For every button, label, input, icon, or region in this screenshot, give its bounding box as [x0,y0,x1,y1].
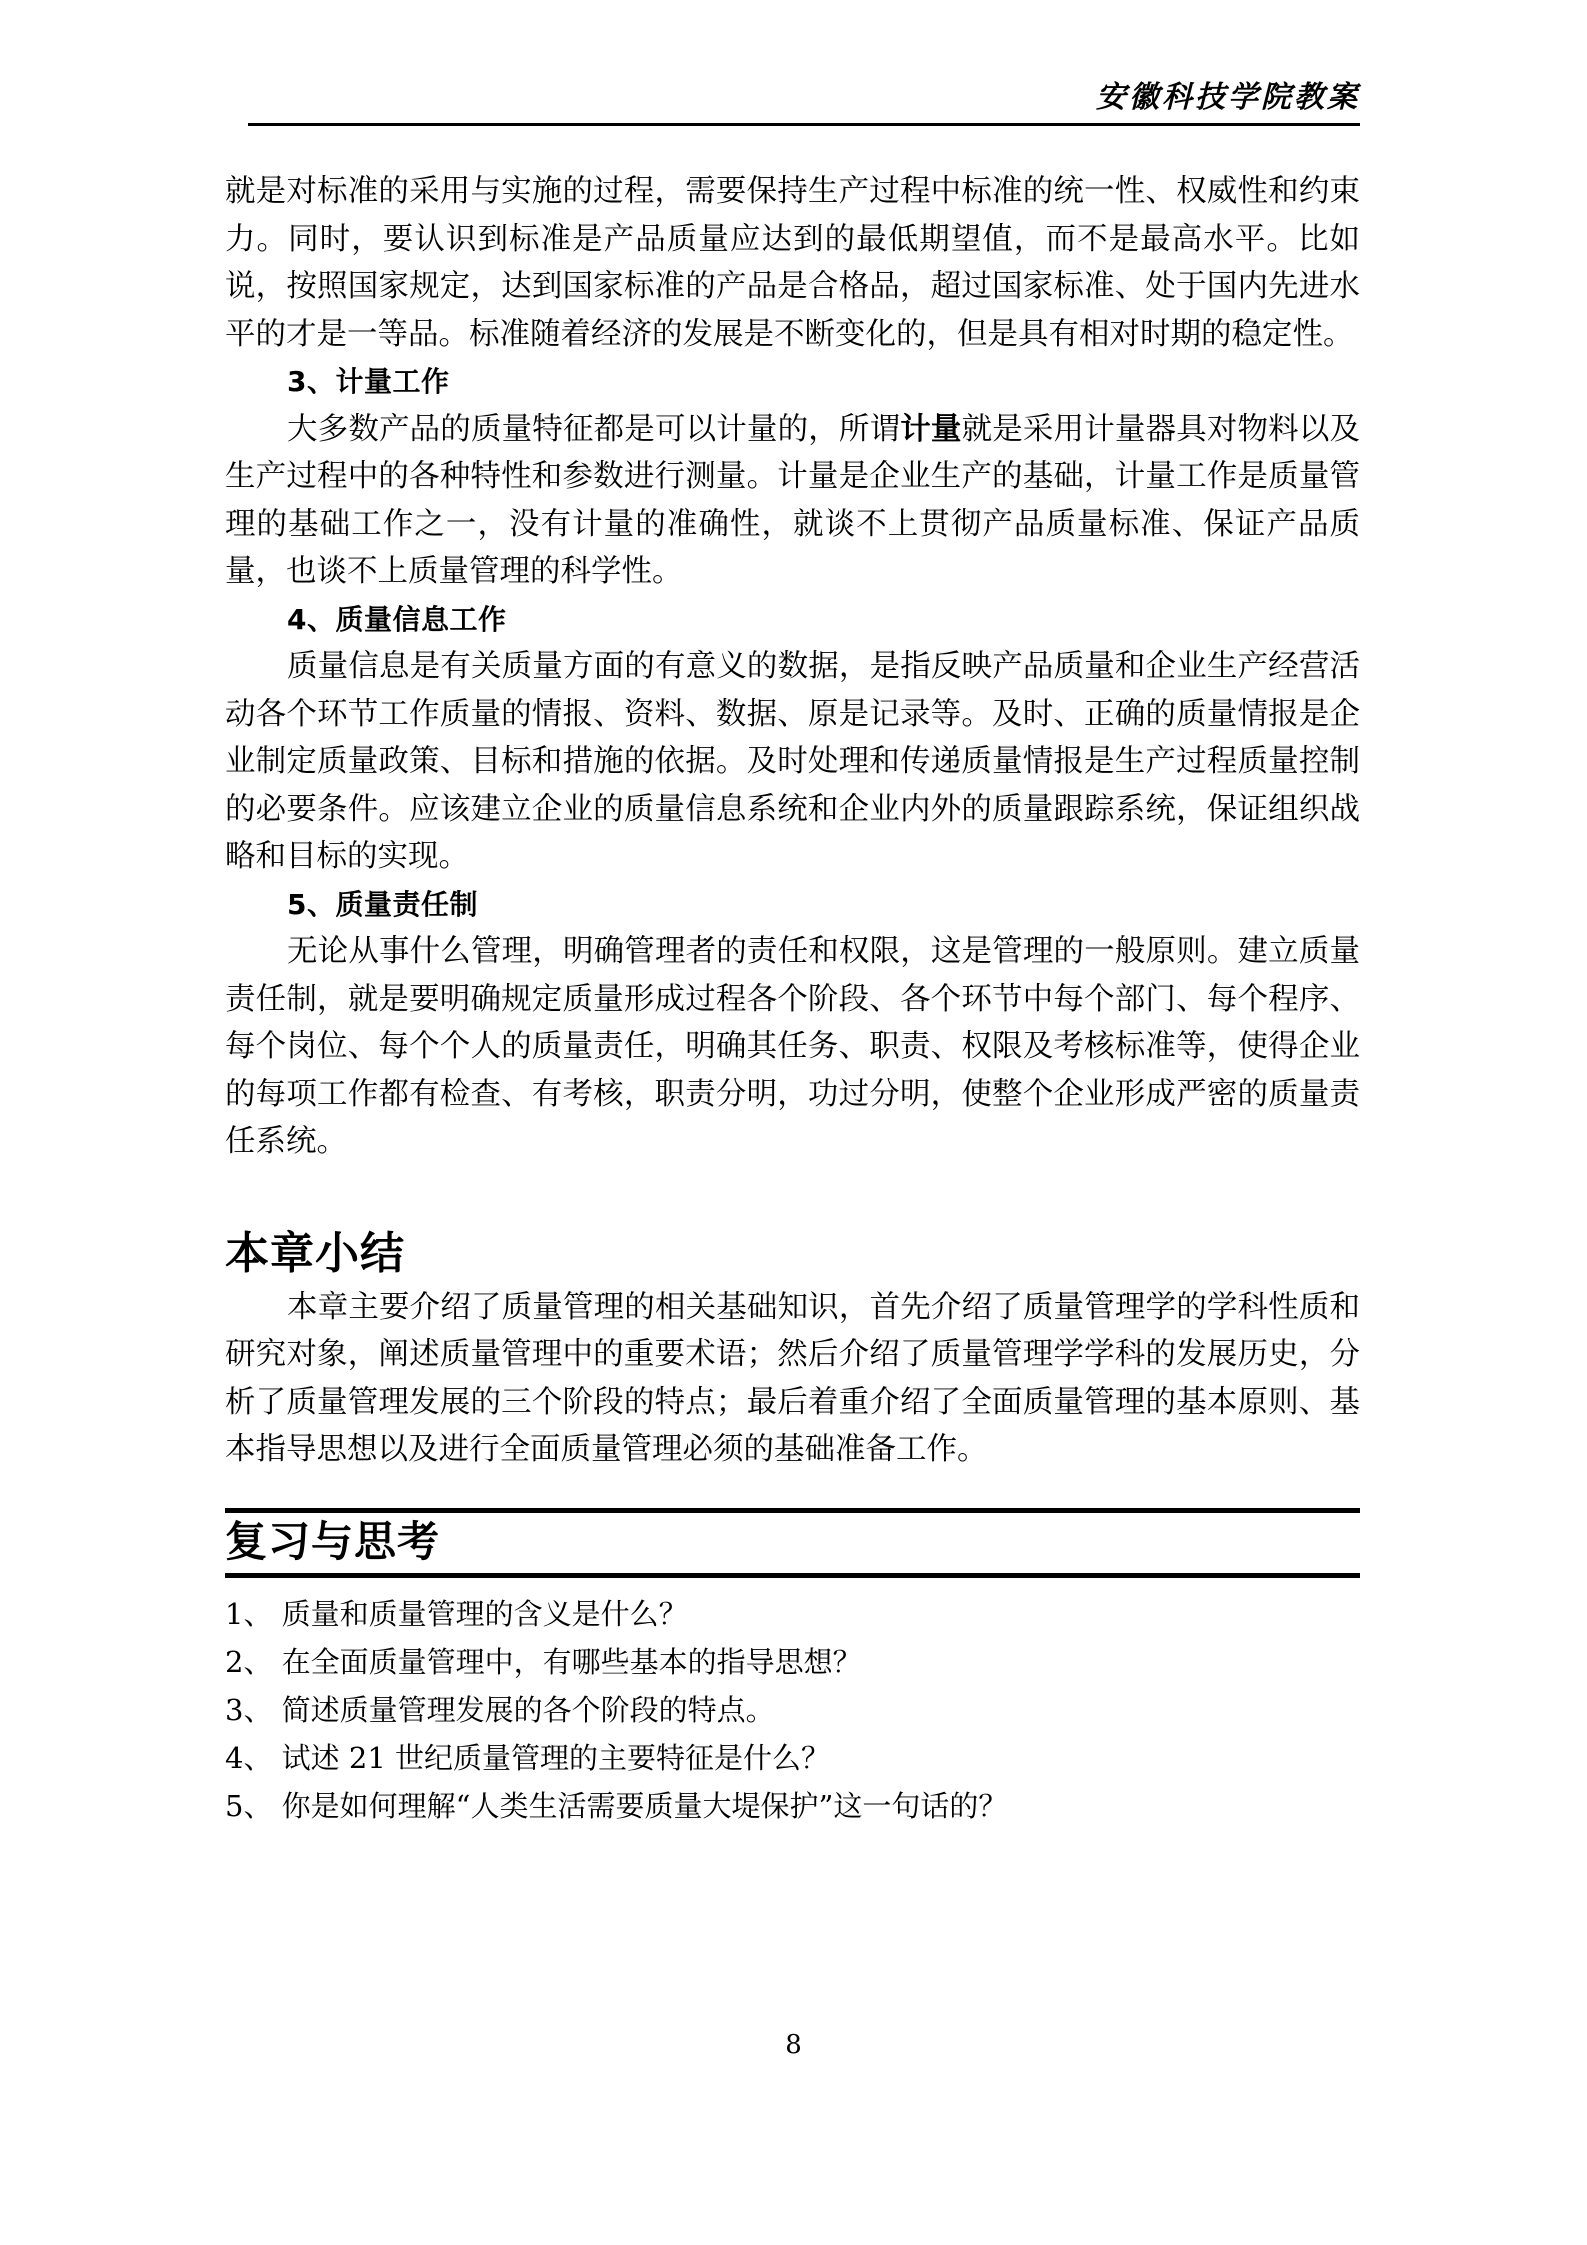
heading-section-5: 5、质量责任制 [287,887,478,921]
paragraph-section-4: 质量信息是有关质量方面的有意义的数据，是指反映产品质量和企业生产经营活动各个环节工作质量的情报、资料、数据、原是记录等。及时、正确的质量情报是企业制定质量政策、目标和措施的依据。及时处理和传递质量情报是生产过程质量控制的必要条件。应该建立企业的质量信息系统和企业内外的质量跟踪系统，保证组织战略和目标的实现。 [225,649,1360,874]
header-title: 安徽科技学院教案 [1096,80,1360,115]
heading-section-4: 4、质量信息工作 [287,602,507,636]
spacer-before-review [225,1474,1360,1508]
paragraph-section-3-emphasis: 计量 [900,410,962,447]
list-item: 1、 质量和质量管理的含义是什么？ [225,1596,688,1631]
spacer-before-chapter-summary [225,1166,1360,1224]
page-footer [0,2030,1587,2060]
page-number: 8 [785,2030,802,2060]
paragraph-section-5: 无论从事什么管理，明确管理者的责任和权限，这是管理的一般原则。建立质量责任制，就是要明确规定质量形成过程各个阶段、各个环节中每个部门、每个程序、每个岗位、每个个人的质量责任，明确其任务、职责、权限及考核标准等，使得企业的每项工作都有检查、有考核，职责分明，功过分明，使整个企业形成严密的质量责任系统。 [225,934,1360,1159]
list-item: 3、 简述质量管理发展的各个阶段的特点。 [225,1692,775,1727]
heading-section-3: 3、计量工作 [287,365,450,398]
list-item: 4、 试述 21 世纪质量管理的主要特征是什么？ [225,1740,831,1775]
heading-chapter-summary: 本章小结 [225,1227,405,1279]
paragraph-section-3 [225,406,1360,596]
paragraph-chapter-summary: 本章主要介绍了质量管理的相关基础知识，首先介绍了质量管理学的学科性质和研究对象，阐述质量管理中的重要术语；然后介绍了质量管理学学科的发展历史，分析了质量管理发展的三个阶段的特点；最后着重介绍了全面质量管理的基本原则、基本指导思想以及进行全面质量管理必须的基础准备工作。 [225,1289,1360,1467]
heading-review-and-think: 复习与思考 [225,1508,1360,1578]
spacer-before-questions [225,1578,1360,1590]
list-item: 5、 你是如何理解“人类生活需要质量大堤保护”这一句话的？ [225,1788,1008,1823]
page-content [225,168,1360,1830]
review-question-list [225,1590,1360,1830]
paragraph-section-3-part2: 就是采用计量器具对物料以及生产过程中的各种特性和参数进行测量。计量是企业生产的基础，计量工作是质量管理的基础工作之一，没有计量的准确性，就谈不上贯彻产品质量标准、保证产品质量，也谈不上质量管理的科学性。 [225,411,1361,589]
paragraph-section-3-part1: 大多数产品的质量特征都是可以计量的，所谓 [287,411,901,447]
paragraph-continued: 就是对标准的采用与实施的过程，需要保持生产过程中标准的统一性、权威性和约束力。同时，要认识到标准是产品质量应达到的最低期望值，而不是最高水平。比如说，按照国家规定，达到国家标准的产品是合格品，超过国家标准、处于国内先进水平的才是一等品。标准随着经济的发展是不断变化的，但是具有相对时期的稳定性。 [225,174,1360,352]
list-item: 2、 在全面质量管理中，有哪些基本的指导思想？ [225,1644,862,1679]
running-header [248,78,1360,126]
